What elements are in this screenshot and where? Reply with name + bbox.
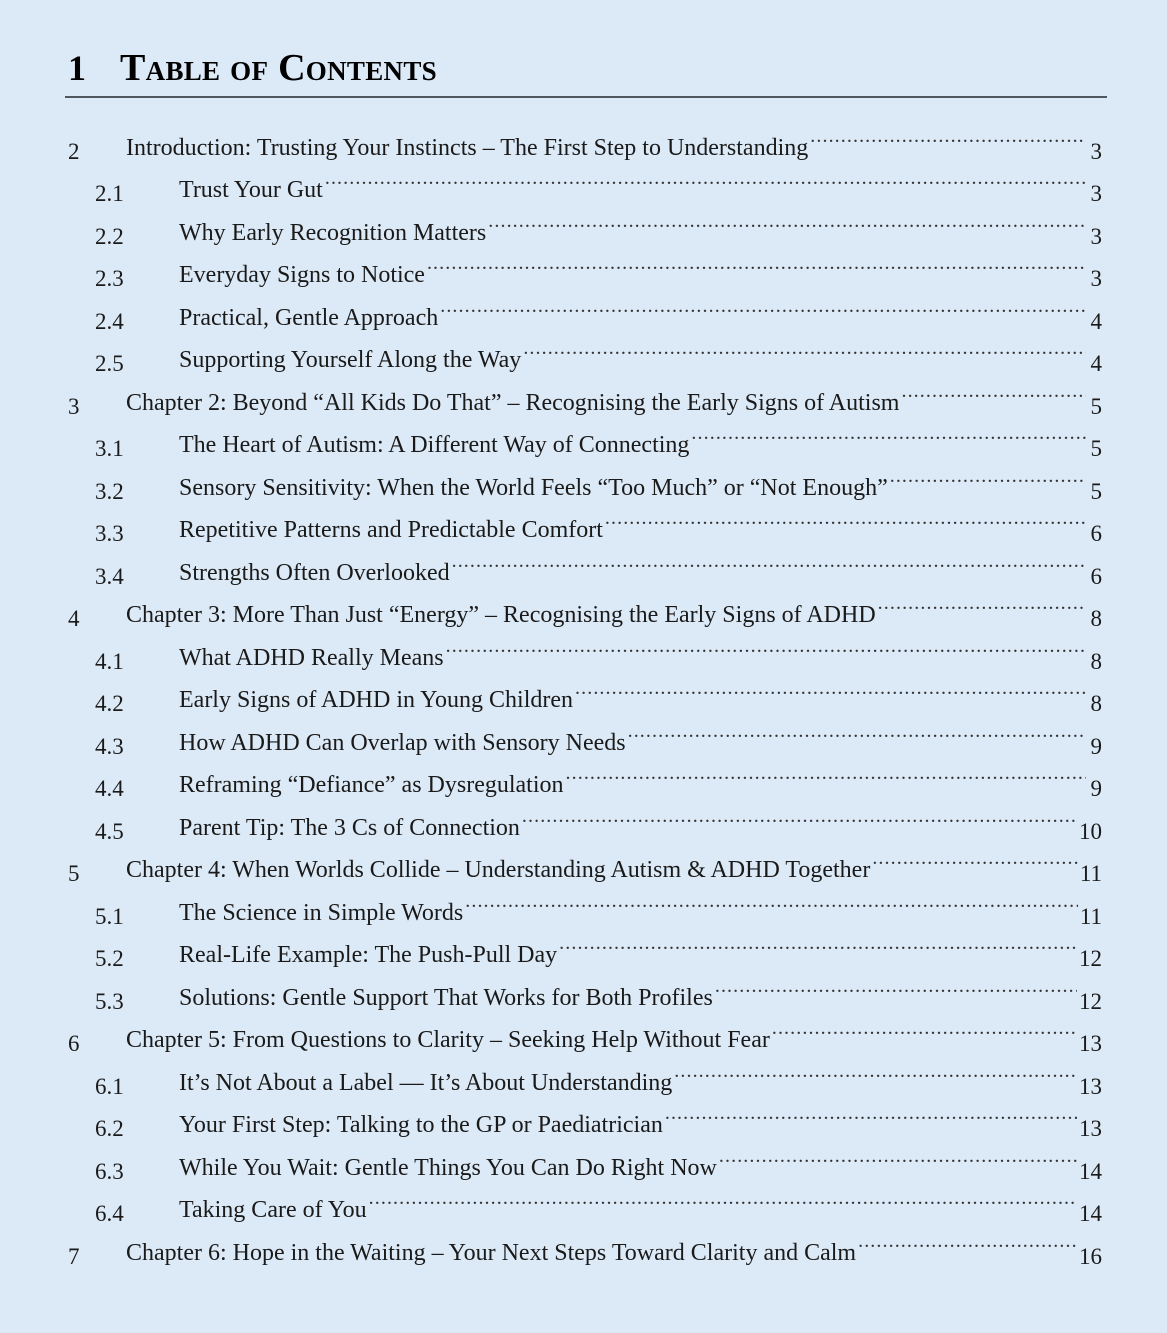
toc-entry-title[interactable]: How ADHD Can Overlap with Sensory Needs (179, 729, 626, 756)
toc-entry-page-number[interactable]: 4 (1090, 308, 1102, 334)
toc-entry-title[interactable]: Sensory Sensitivity: When the World Feels “Too Much” or “Not Enough” (179, 474, 888, 501)
dot-leader (522, 792, 1077, 835)
heading-number: 1 (68, 48, 87, 88)
toc-entry-number: 2 (68, 138, 80, 164)
toc-entry-number: 5.3 (95, 988, 124, 1014)
toc-entry-title[interactable]: Early Signs of ADHD in Young Children (179, 687, 574, 713)
toc-entry-page-number[interactable]: 11 (1079, 903, 1102, 929)
toc-entry-title[interactable]: What ADHD Really Means (179, 644, 444, 671)
toc-entry-title[interactable]: The Science in Simple Words (179, 899, 464, 926)
toc-entry-title[interactable]: Chapter 3: More Than Just “Energy” – Recognising the Early Signs of ADHD (126, 602, 876, 628)
toc-chapter-entry[interactable] (65, 112, 1102, 164)
toc-entry-page-number[interactable]: 13 (1079, 1116, 1102, 1141)
toc-entry-number: 3.1 (95, 436, 124, 461)
dot-leader (901, 367, 1086, 410)
dot-leader (691, 410, 1086, 453)
heading-title: Table of Contents (120, 47, 437, 89)
toc-entry-page-number[interactable]: 13 (1079, 1031, 1102, 1056)
toc-entry-title[interactable]: Your First Step: Talking to the GP or Paediatrician (179, 1112, 663, 1138)
dot-leader (772, 1005, 1077, 1048)
toc-heading (68, 46, 437, 96)
toc-entry-number: 2.1 (95, 181, 124, 206)
toc-entry-number: 6.1 (95, 1073, 124, 1099)
toc-entry-number: 4.4 (95, 776, 124, 801)
toc-entry-title[interactable]: Supporting Yourself Along the Way (179, 347, 522, 373)
toc-entry-number: 6.4 (95, 1201, 124, 1226)
toc-entry-number: 2.4 (95, 308, 124, 334)
dot-leader (858, 1217, 1077, 1260)
toc-entry-title[interactable]: Practical, Gentle Approach (179, 304, 439, 331)
dot-leader (890, 452, 1086, 495)
toc-entry-number: 3.3 (95, 521, 124, 546)
dot-leader (575, 665, 1086, 708)
heading-underline-divider (65, 96, 1107, 98)
toc-entry-page-number[interactable]: 3 (1090, 181, 1102, 206)
toc-entry-number: 4.5 (95, 818, 124, 844)
toc-entry-title[interactable]: Chapter 4: When Worlds Collide – Understanding Autism & ADHD Together (126, 857, 871, 883)
toc-entry-title[interactable]: Trust Your Gut (179, 177, 323, 203)
toc-entry-number: 2.3 (95, 266, 124, 291)
toc-entry-title[interactable]: Repetitive Patterns and Predictable Comfort (179, 517, 603, 543)
dot-leader (325, 155, 1086, 198)
dot-leader (665, 1090, 1077, 1133)
toc-entry-page-number[interactable]: 12 (1079, 988, 1102, 1014)
toc-entry-page-number[interactable]: 8 (1090, 606, 1102, 631)
dot-leader (488, 197, 1086, 240)
toc-entry-number: 4.1 (95, 648, 124, 674)
toc-entry-page-number[interactable]: 10 (1079, 818, 1102, 844)
dot-leader (566, 750, 1086, 793)
toc-entry-title[interactable]: It’s Not About a Label — It’s About Understanding (179, 1069, 673, 1096)
toc-entry-page-number[interactable]: 5 (1090, 436, 1102, 461)
toc-entry-title[interactable]: Introduction: Trusting Your Instincts – The First Step to Understanding (126, 134, 809, 161)
dot-leader (559, 920, 1077, 963)
toc-entry-title[interactable]: Taking Care of You (179, 1197, 367, 1223)
toc-entry-title[interactable]: Real-Life Example: The Push-Pull Day (179, 942, 558, 968)
toc-entry-title[interactable]: Chapter 2: Beyond “All Kids Do That” – Recognising the Early Signs of Autism (126, 389, 900, 416)
toc-entry-page-number[interactable]: 3 (1090, 266, 1102, 291)
dot-leader (465, 877, 1078, 920)
toc-entry-number: 7 (68, 1243, 80, 1269)
dot-leader (628, 707, 1086, 750)
toc-entry-title[interactable]: While You Wait: Gentle Things You Can Do Right Now (179, 1154, 717, 1181)
toc-entry-title[interactable]: Chapter 5: From Questions to Clarity – Seeking Help Without Fear (126, 1027, 770, 1053)
toc-entry-page-number[interactable]: 14 (1079, 1201, 1102, 1226)
toc-entry-title[interactable]: Strengths Often Overlooked (179, 559, 450, 586)
dot-leader (440, 282, 1086, 325)
toc-list (65, 112, 1102, 1269)
dot-leader (674, 1047, 1077, 1090)
toc-entry-number: 3 (68, 393, 80, 419)
toc-entry-number: 3.2 (95, 478, 124, 504)
toc-entry-title[interactable]: Parent Tip: The 3 Cs of Connection (179, 814, 520, 841)
toc-entry-number: 6.3 (95, 1158, 124, 1184)
toc-entry-number: 4.3 (95, 733, 124, 759)
toc-entry-page-number[interactable]: 9 (1090, 733, 1102, 759)
toc-entry-number: 5.1 (95, 903, 124, 929)
toc-entry-number: 6.2 (95, 1116, 124, 1141)
dot-leader (715, 962, 1077, 1005)
toc-entry-page-number[interactable]: 3 (1090, 223, 1102, 249)
dot-leader (523, 325, 1086, 368)
dot-leader (872, 835, 1078, 878)
toc-entry-page-number[interactable]: 16 (1079, 1243, 1102, 1269)
dot-leader (810, 112, 1086, 155)
toc-entry-title[interactable]: Solutions: Gentle Support That Works for Both Profiles (179, 984, 713, 1011)
toc-entry-title[interactable]: Chapter 6: Hope in the Waiting – Your Next Steps Toward Clarity and Calm (126, 1239, 857, 1266)
toc-entry-page-number[interactable]: 5 (1090, 478, 1102, 504)
toc-entry-title[interactable]: Why Early Recognition Matters (179, 219, 487, 246)
dot-leader (427, 240, 1086, 283)
toc-entry-page-number[interactable]: 6 (1090, 521, 1102, 546)
toc-entry-page-number[interactable]: 4 (1090, 351, 1102, 376)
toc-entry-number: 5.2 (95, 946, 124, 971)
toc-entry-title[interactable]: Everyday Signs to Notice (179, 262, 425, 288)
toc-entry-title[interactable]: The Heart of Autism: A Different Way of Connecting (179, 432, 690, 458)
toc-entry-number: 2.2 (95, 223, 124, 249)
toc-entry-page-number[interactable]: 8 (1090, 648, 1102, 674)
dot-leader (605, 495, 1086, 538)
dot-leader (452, 537, 1086, 580)
toc-entry-number: 3.4 (95, 563, 124, 589)
dot-leader (369, 1175, 1077, 1218)
toc-entry-page-number[interactable]: 11 (1079, 861, 1102, 886)
toc-entry-page-number[interactable]: 13 (1079, 1073, 1102, 1099)
dot-leader (878, 580, 1086, 623)
dot-leader (446, 622, 1086, 665)
toc-entry-number: 5 (68, 861, 80, 886)
toc-entry-page-number[interactable]: 5 (1090, 393, 1102, 419)
toc-entry-page-number[interactable]: 12 (1079, 946, 1102, 971)
toc-entry-number: 2.5 (95, 351, 124, 376)
toc-entry-number: 4 (68, 606, 80, 631)
toc-entry-number: 4.2 (95, 691, 124, 716)
toc-entry-page-number[interactable]: 8 (1090, 691, 1102, 716)
toc-entry-page-number[interactable]: 6 (1090, 563, 1102, 589)
toc-entry-page-number[interactable]: 3 (1090, 138, 1102, 164)
toc-entry-title[interactable]: Reframing “Defiance” as Dysregulation (179, 772, 564, 798)
toc-entry-number: 6 (68, 1031, 80, 1056)
toc-entry-page-number[interactable]: 14 (1079, 1158, 1102, 1184)
dot-leader (719, 1132, 1077, 1175)
toc-entry-page-number[interactable]: 9 (1090, 776, 1102, 801)
